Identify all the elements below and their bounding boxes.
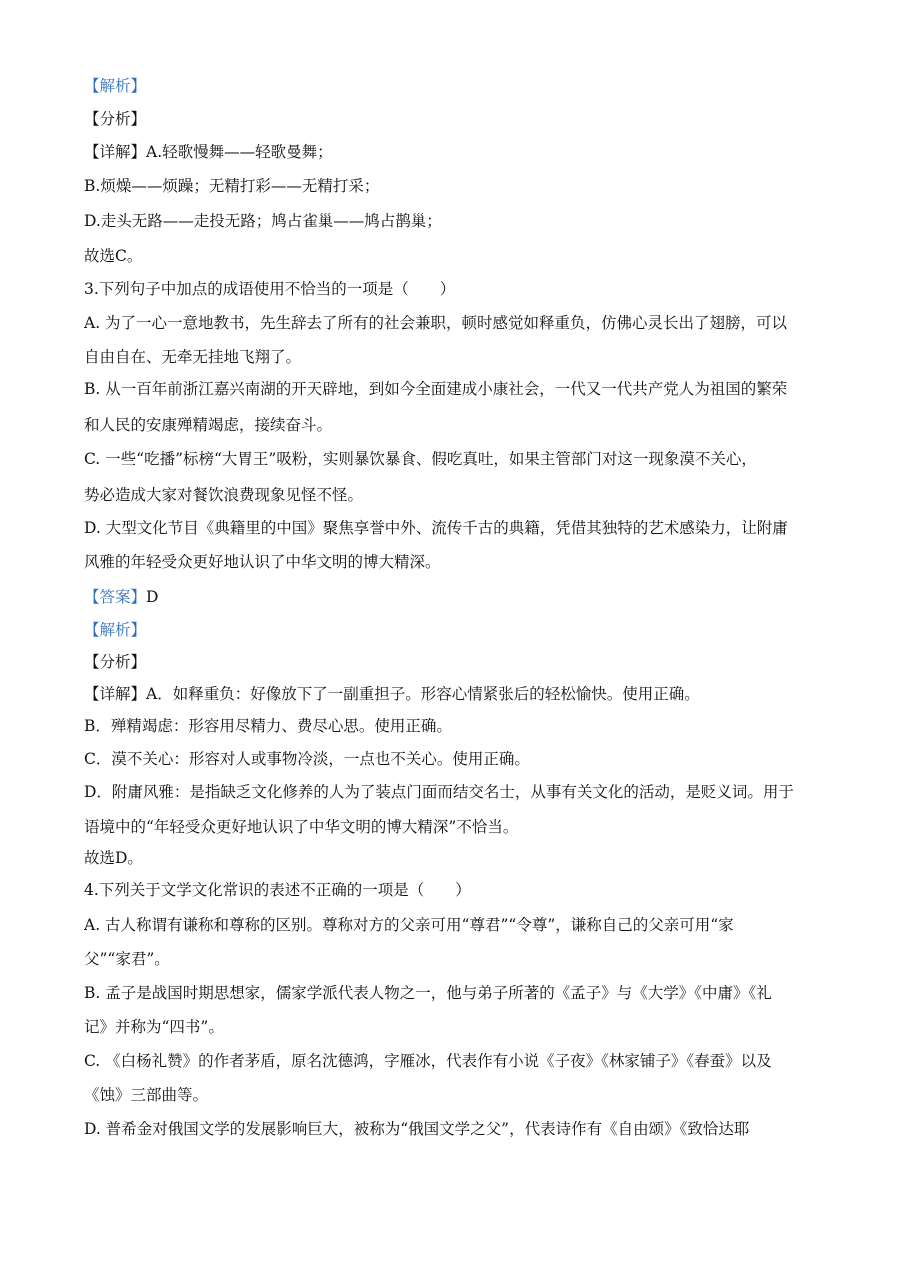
line-text: 《蚀》三部曲等。 bbox=[84, 1086, 209, 1104]
line-text: B．殚精竭虑：形容用尽精力、费尽心思。使用正确。 bbox=[84, 717, 452, 735]
answer-choice bbox=[84, 245, 824, 267]
section-tag: 【解析】 bbox=[84, 621, 147, 639]
answer-choice bbox=[84, 847, 824, 869]
line-text: 语境中的“年轻受众更好地认识了中华文明的博大精深”不恰当。 bbox=[84, 818, 519, 836]
line-text: D bbox=[146, 588, 159, 606]
option-line bbox=[84, 517, 824, 539]
line-text: 记》并称为“四书”。 bbox=[84, 1018, 224, 1036]
line-text: 【分析】 bbox=[84, 653, 147, 671]
detail-line bbox=[84, 210, 824, 232]
option-line bbox=[84, 484, 824, 506]
analysis-subheading bbox=[84, 651, 824, 673]
line-text: 和人民的安康殚精竭虑，接续奋斗。 bbox=[84, 416, 333, 434]
question-stem bbox=[84, 278, 824, 300]
detail-line bbox=[84, 175, 824, 197]
line-text: C. 《白杨礼赞》的作者茅盾，原名沈德鸿，字雁冰，代表作有小说《子夜》《林家铺子》《春蚕》以及 bbox=[84, 1052, 772, 1070]
analysis-subheading bbox=[84, 108, 824, 130]
line-text: C．漠不关心：形容对人或事物冷淡，一点也不关心。使用正确。 bbox=[84, 750, 530, 768]
line-text: B. 从一百年前浙江嘉兴南湖的开天辟地，到如今全面建成小康社会，一代又一代共产党人为祖国的繁荣 bbox=[84, 380, 788, 398]
line-text: 【详解】A.轻歌慢舞——轻歌曼舞； bbox=[84, 143, 333, 161]
line-text: D. 普希金对俄国文学的发展影响巨大，被称为“俄国文学之父”，代表诗作有《自由颂》《致恰达耶 bbox=[84, 1120, 750, 1138]
option-line bbox=[84, 346, 824, 368]
detail-line bbox=[84, 715, 824, 737]
line-text: 故选D。 bbox=[84, 849, 143, 867]
section-tag: 【答案】 bbox=[84, 588, 147, 606]
option-line bbox=[84, 551, 824, 573]
option-line bbox=[84, 1118, 824, 1140]
line-text: A. 古人称谓有谦称和尊称的区别。尊称对方的父亲可用“尊君”“令尊”，谦称自己的父亲可用“家 bbox=[84, 916, 734, 934]
line-text: 父”“家君”。 bbox=[84, 950, 170, 968]
option-line bbox=[84, 448, 824, 470]
line-text: 4.下列关于文学文化常识的表述不正确的一项是（ ） bbox=[84, 881, 471, 899]
line-text: 3.下列句子中加点的成语使用不恰当的一项是（ ） bbox=[84, 280, 456, 298]
line-text: 势必造成大家对餐饮浪费现象见怪不怪。 bbox=[84, 486, 364, 504]
detail-line bbox=[84, 683, 824, 705]
line-text: A. 为了一心一意地教书，先生辞去了所有的社会兼职，顿时感觉如释重负，仿佛心灵长出了翅膀，可以 bbox=[84, 314, 788, 332]
option-line bbox=[84, 982, 824, 1004]
option-line bbox=[84, 414, 824, 436]
section-tag: 【解析】 bbox=[84, 77, 147, 95]
detail-line bbox=[84, 141, 824, 163]
line-text: D.走头无路——走投无路；鸠占雀巢——鸠占鹊巢； bbox=[84, 212, 442, 230]
line-text: 【分析】 bbox=[84, 110, 147, 128]
analysis-heading bbox=[84, 75, 824, 97]
option-line bbox=[84, 948, 824, 970]
line-text: D. 大型文化节目《典籍里的中国》聚焦享誉中外、流传千古的典籍，凭借其独特的艺术感染力，让附庸 bbox=[84, 519, 788, 537]
line-text: 故选C。 bbox=[84, 247, 143, 265]
line-text: B.烦燥——烦躁；无精打彩——无精打采； bbox=[84, 177, 380, 195]
line-text: 自由自在、无牵无挂地飞翔了。 bbox=[84, 348, 302, 366]
detail-line bbox=[84, 781, 824, 803]
option-line bbox=[84, 914, 824, 936]
answer-line bbox=[84, 586, 824, 608]
line-text: B. 孟子是战国时期思想家，儒家学派代表人物之一，他与弟子所著的《孟子》与《大学》《中庸》《礼 bbox=[84, 984, 772, 1002]
line-text: C. 一些“吃播”标榜“大胃王”吸粉，实则暴饮暴食、假吃真吐，如果主管部门对这一现象漠不关心， bbox=[84, 450, 757, 468]
detail-line bbox=[84, 748, 824, 770]
analysis-heading bbox=[84, 619, 824, 641]
line-text: D．附庸风雅：是指缺乏文化修养的人为了装点门面而结交名士，从事有关文化的活动，是贬义词。用于 bbox=[84, 783, 794, 801]
option-line bbox=[84, 1084, 824, 1106]
option-line bbox=[84, 378, 824, 400]
question-stem bbox=[84, 879, 824, 901]
option-line bbox=[84, 1050, 824, 1072]
option-line bbox=[84, 312, 824, 334]
line-text: 【详解】A．如释重负：好像放下了一副重担子。形容心情紧张后的轻松愉快。使用正确。 bbox=[84, 685, 700, 703]
line-text: 风雅的年轻受众更好地认识了中华文明的博大精深。 bbox=[84, 553, 441, 571]
option-line bbox=[84, 1016, 824, 1038]
detail-line bbox=[84, 816, 824, 838]
